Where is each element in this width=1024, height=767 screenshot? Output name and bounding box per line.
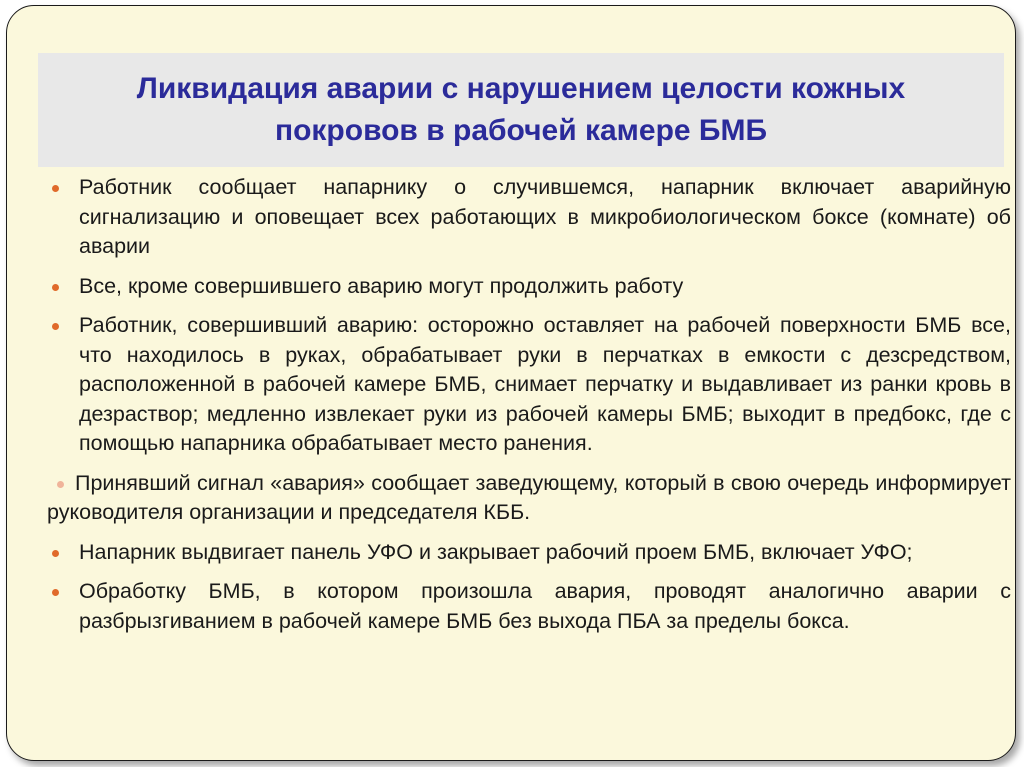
bullet-dot-icon <box>52 284 59 291</box>
list-item <box>47 272 1011 302</box>
list-item <box>47 173 1011 262</box>
list-item <box>47 469 1011 528</box>
list-item-text: Принявший сигнал «авария» сообщает заведующему, который в свою очередь информирует руководителя организации и председателя КББ. <box>47 470 1011 524</box>
list-item-text: Работник, совершивший аварию: осторожно оставляет на рабочей поверхности БМБ все, что находилось в руках, обрабатывает руки в перчатках в емкости с дезсредством, расположенной в рабочей камере БМБ, снимает перчатку и выдавливает из ранки кровь в дезраствор; медленно извлекает руки из рабочей камеры БМБ; выходит в предбокс, где с помощью напарника обрабатывает место ранения. <box>79 313 1011 455</box>
slide-title: Ликвидация аварии с нарушением целости кожных покровов в рабочей камере БМБ <box>136 72 906 147</box>
bullet-dot-icon <box>52 185 59 192</box>
list-item-text: Все, кроме совершившего аварию могут продолжить работу <box>79 273 684 298</box>
bullet-dot-icon <box>52 550 59 557</box>
bullet-dot-icon <box>52 589 59 596</box>
title-band <box>38 53 1004 167</box>
list-item <box>47 538 1011 568</box>
list-item-text: Напарник выдвигает панель УФО и закрывает рабочий проем БМБ, включает УФО; <box>79 539 913 564</box>
list-item <box>47 311 1011 459</box>
bullet-list <box>47 173 1011 646</box>
bullet-dot-icon <box>52 323 59 330</box>
list-item <box>47 577 1011 636</box>
list-item-text: Обработку БМБ, в котором произошла авария, проводят аналогично аварии с разбрызгиванием в рабочей камере БМБ без выхода ПБА за пределы бокса. <box>79 579 1011 633</box>
list-item-text: Работник сообщает напарнику о случившемся, напарник включает аварийную сигнализацию и оповещает всех работающих в микробиологическом боксе (комнате) об аварии <box>79 175 1011 258</box>
slide <box>6 5 1016 761</box>
bullet-dot-icon <box>57 481 64 488</box>
